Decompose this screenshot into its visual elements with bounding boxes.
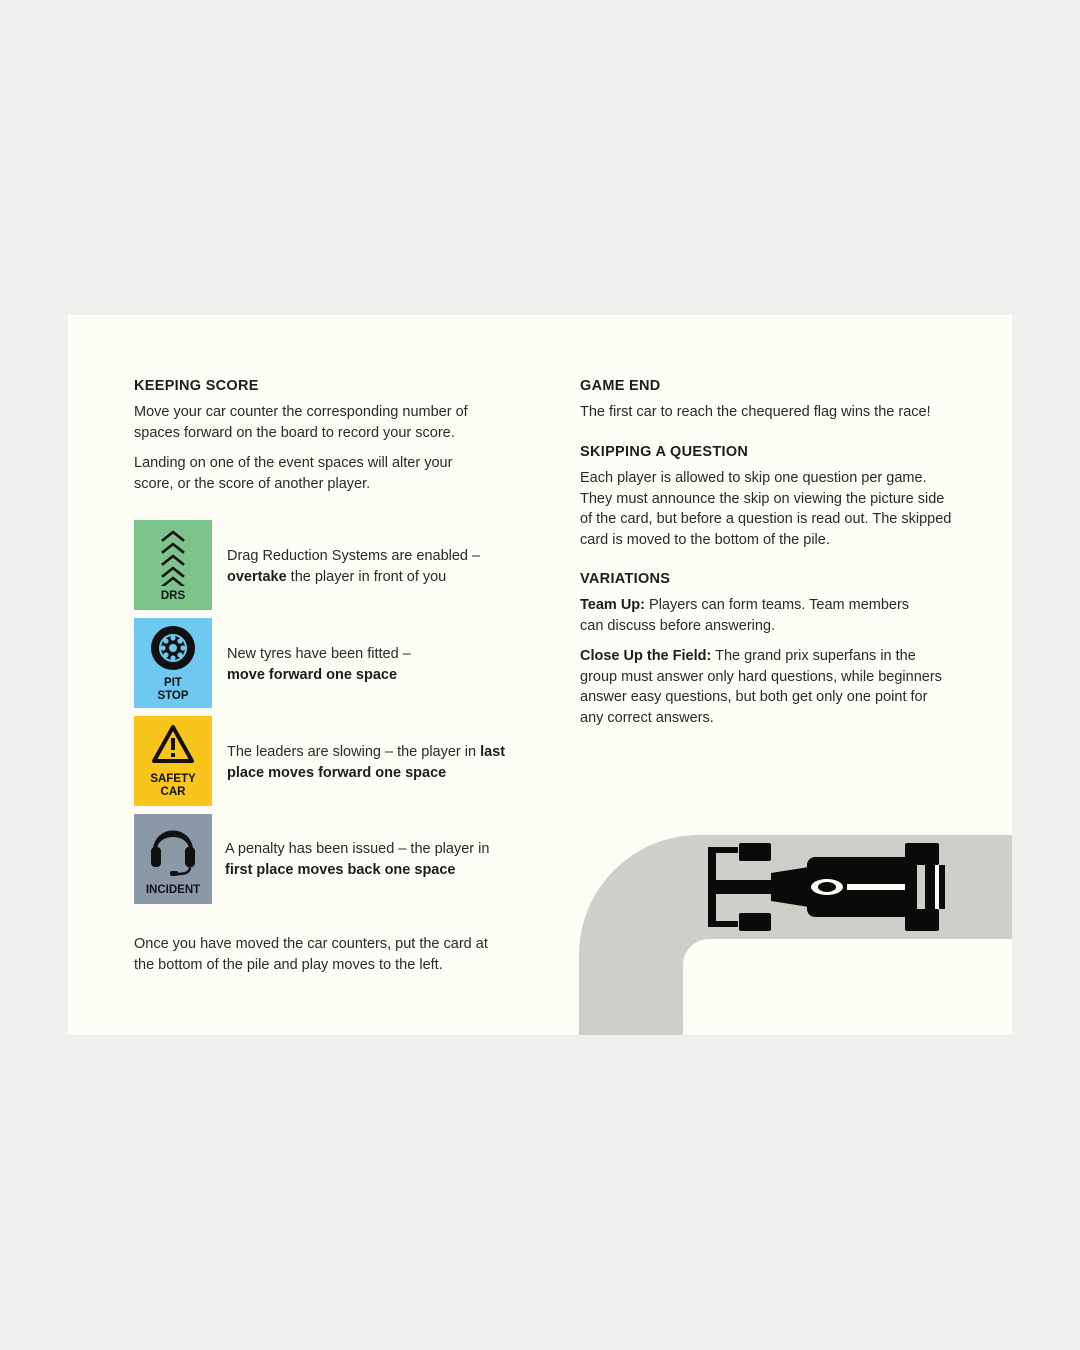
rules-page	[68, 315, 1012, 1035]
keeping-score-heading: KEEPING SCORE	[134, 378, 259, 394]
incident-text-bold: first place moves back one space	[225, 861, 456, 878]
drs-text: Drag Reduction Systems are enabled –	[227, 548, 481, 564]
game-end-text: The first car to reach the chequered flag wins the race!	[580, 404, 931, 420]
safety-car-description	[227, 742, 507, 783]
warning-triangle-icon	[151, 724, 195, 764]
incident-description	[225, 839, 505, 880]
game-end-heading: GAME END	[580, 378, 661, 394]
skipping-heading: SKIPPING A QUESTION	[580, 444, 749, 460]
track-curve	[579, 835, 1012, 1035]
tyre-icon	[149, 624, 197, 672]
pit-stop-description	[227, 644, 507, 685]
safety-car-text-bold: last place moves forward one space	[227, 744, 506, 781]
safety-car-label-2: CAR	[160, 786, 186, 798]
incident-text: A penalty has been issued – the player in	[225, 841, 490, 857]
close-up-label: Close Up the Field:	[580, 648, 712, 664]
pit-stop-label-1: PIT	[164, 677, 182, 689]
variations-heading: VARIATIONS	[580, 571, 671, 587]
safety-car-tile	[134, 716, 212, 806]
pit-stop-tile	[134, 618, 212, 708]
incident-tile	[134, 814, 212, 904]
safety-car-label-1: SAFETY	[150, 773, 196, 785]
race-track-graphic	[579, 835, 1012, 1035]
drs-description	[227, 546, 507, 587]
incident-label: INCIDENT	[145, 884, 201, 896]
team-up-body: Players can form teams. Team members can discuss before answering.	[580, 597, 910, 634]
skipping-text: Each player is allowed to skip one question per game. They must announce the skip on viewing the picture side of the card, but before a question is read out. The skipped card is moved to the bottom of the pile.	[580, 470, 952, 548]
team-up-text	[580, 595, 930, 636]
close-up-body: The grand prix superfans in the group must answer only hard questions, while beginners answer easy questions, but both get only one point for any correct answers.	[580, 648, 942, 726]
keeping-score-para2: Landing on one of the event spaces will alter your score, or the score of another player.	[134, 455, 453, 492]
pit-stop-text-bold: move forward one space	[227, 666, 398, 683]
pit-stop-label-2: STOP	[157, 690, 189, 702]
close-up-text	[580, 646, 942, 728]
chevrons-up-icon	[159, 528, 187, 586]
drs-text-bold: overtake	[227, 568, 287, 585]
drs-label: DRS	[160, 590, 186, 602]
safety-car-text: The leaders are slowing – the player in	[227, 744, 481, 760]
team-up-label: Team Up:	[580, 597, 645, 613]
closing-text: Once you have moved the car counters, put the card at the bottom of the pile and play moves to the left.	[134, 936, 488, 973]
drs-text-end: the player in front of you	[286, 568, 447, 585]
pit-stop-text: New tyres have been fitted –	[227, 646, 411, 662]
drs-tile	[134, 520, 212, 610]
headset-icon	[148, 818, 198, 876]
keeping-score-para1: Move your car counter the corresponding number of spaces forward on the board to record your score.	[134, 404, 468, 441]
